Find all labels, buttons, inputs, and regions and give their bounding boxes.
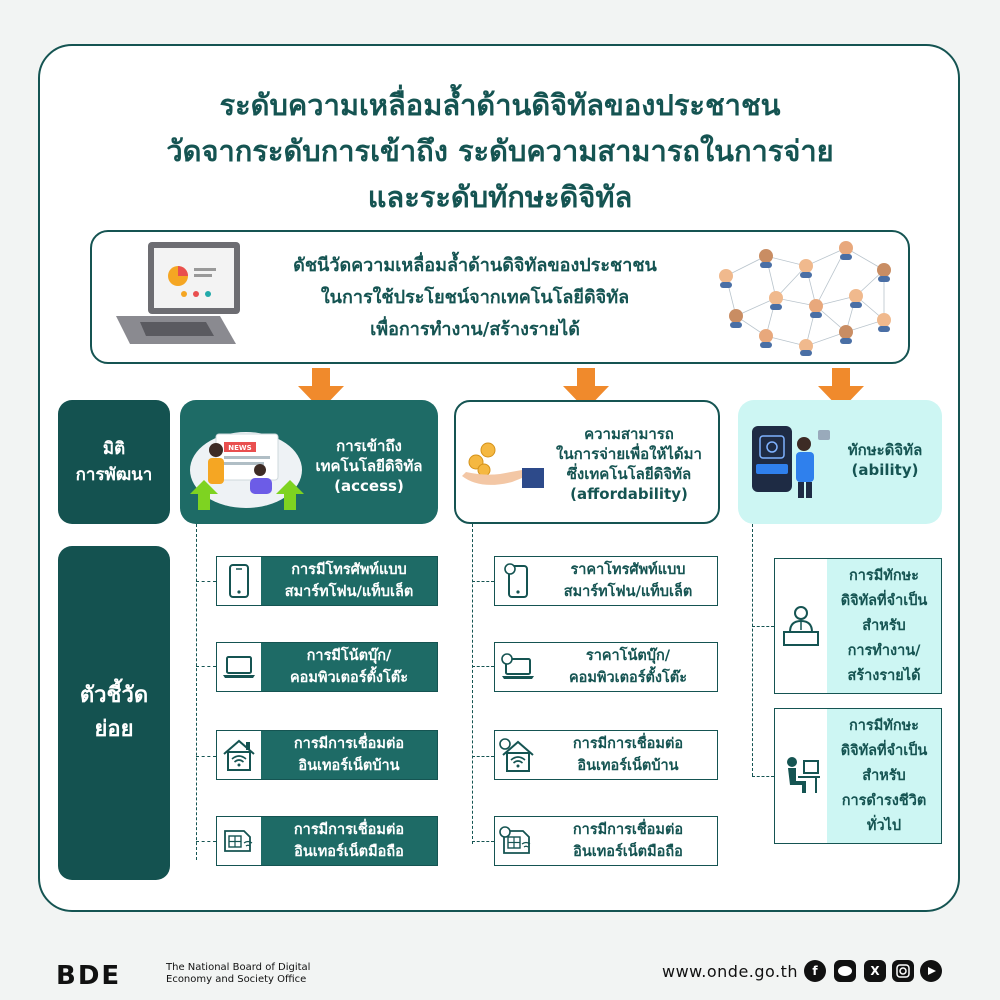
indicator-text — [827, 709, 941, 843]
affordability-title-line-1: ความสามารถ — [584, 425, 674, 443]
access-connector — [196, 524, 197, 860]
home-wifi-icon — [221, 738, 257, 772]
index-line-3: เพื่อการทำงาน/สร้างรายได้ — [370, 319, 580, 340]
worker-desk-icon — [781, 604, 821, 648]
indicator-line: การดำรงชีวิต — [841, 792, 927, 809]
affordability-title-line-4: (affordability) — [570, 485, 688, 503]
ability-title-line-1: ทักษะดิจิทัล — [847, 441, 923, 459]
line-chat-icon — [837, 965, 853, 977]
connector-branch — [472, 841, 494, 842]
indicator-line: การมีการเชื่อมต่อ — [293, 822, 405, 838]
indicator-line: คอมพิวเตอร์ตั้งโต๊ะ — [289, 670, 409, 686]
access-indicator-smartphone — [216, 556, 438, 606]
page-title — [0, 82, 1000, 220]
connector-branch — [196, 756, 216, 757]
dimension-label-line-1: มิติ — [102, 439, 126, 459]
affordability-indicator-smartphone — [494, 556, 718, 606]
indicator-icon-box — [495, 817, 540, 865]
ability-indicator-work — [774, 558, 942, 694]
indicator-line: ราคาโทรศัพท์แบบ — [570, 562, 686, 578]
indicator-icon-box — [495, 643, 540, 691]
dimension-label — [58, 400, 170, 524]
index-line-1: ดัชนีวัดความเหลื่อมล้ำด้านดิจิทัลของประชาชน — [293, 255, 657, 276]
indicator-line: ดิจิทัลที่จำเป็น — [840, 592, 928, 609]
access-title — [306, 436, 432, 496]
indicator-line: อินเทอร์เน็ตมือถือ — [573, 844, 683, 860]
indicator-line: สำหรับ — [862, 617, 906, 634]
indicator-text — [827, 559, 941, 693]
laptop-icon — [222, 655, 256, 679]
access-illustration — [186, 420, 312, 518]
laptop-price-icon — [499, 653, 535, 681]
title-line-1: ระดับความเหลื่อมล้ำด้านดิจิทัลของประชาชน — [219, 88, 781, 122]
indicator-line: สมาร์ทโฟน/แท็บเล็ต — [563, 584, 693, 600]
indicator-icon-box — [217, 817, 262, 865]
title-line-3: และระดับทักษะดิจิทัล — [367, 180, 633, 214]
indicator-icon-box — [495, 731, 540, 779]
ability-connector — [752, 524, 753, 776]
home-wifi-price-icon — [498, 737, 536, 773]
indicator-line: ดิจิทัลที่จำเป็น — [840, 742, 928, 759]
affordability-title — [540, 424, 718, 504]
indicator-line: การทำงาน/ — [847, 642, 921, 659]
affordability-indicator-laptop — [494, 642, 718, 692]
indicator-line: สมาร์ทโฟน/แท็บเล็ต — [284, 584, 414, 600]
indicator-icon-box — [217, 643, 262, 691]
indicator-text — [539, 557, 717, 605]
camera-icon — [896, 964, 910, 978]
indicator-line: การมีโน้ตบุ๊ก/ — [306, 648, 392, 664]
connector-branch — [752, 626, 774, 627]
org-name — [166, 962, 310, 986]
laptop-illustration — [110, 236, 246, 360]
people-network-illustration — [706, 236, 896, 358]
connector-branch — [472, 756, 494, 757]
indicator-line: อินเทอร์เน็ตบ้าน — [298, 758, 400, 774]
affordability-indicator-mobile-internet — [494, 816, 718, 866]
facebook-icon[interactable]: f — [804, 960, 826, 982]
indicator-line: การมีโทรศัพท์แบบ — [291, 562, 407, 578]
news-label: NEWS — [228, 444, 252, 452]
access-indicator-home-internet — [216, 730, 438, 780]
org-line-2: Economy and Society Office — [166, 974, 307, 985]
indicator-label — [58, 546, 170, 880]
website-link[interactable]: www.onde.go.th — [662, 962, 799, 981]
smartphone-icon — [228, 564, 250, 598]
affordability-title-line-2: ในการจ่ายเพื่อให้ได้มา — [556, 445, 702, 463]
indicator-line: คอมพิวเตอร์ตั้งโต๊ะ — [568, 670, 688, 686]
smartphone-price-icon — [503, 563, 531, 599]
indicator-line: สร้างรายได้ — [847, 667, 921, 684]
connector-branch — [752, 776, 774, 777]
access-title-line-3: (access) — [334, 477, 404, 495]
title-line-2: วัดจากระดับการเข้าถึง ระดับความสามารถในการจ่าย — [166, 134, 834, 168]
connector-branch — [196, 666, 216, 667]
access-title-line-1: การเข้าถึง — [336, 437, 402, 455]
index-line-2: ในการใช้ประโยชน์จากเทคโนโลยีดิจิทัล — [320, 287, 630, 308]
connector-branch — [472, 581, 494, 582]
access-indicator-laptop — [216, 642, 438, 692]
indicator-line: การมีทักษะ — [849, 567, 919, 584]
ability-indicator-living — [774, 708, 942, 844]
indicator-text — [261, 731, 437, 779]
affordability-connector — [472, 524, 473, 844]
ability-title-line-2: (ability) — [851, 461, 919, 479]
indicator-icon-box — [775, 559, 828, 693]
indicator-icon-box — [495, 557, 540, 605]
indicator-text — [539, 731, 717, 779]
laptop-icon — [116, 242, 240, 344]
index-description — [250, 250, 700, 346]
person-icons — [719, 241, 891, 356]
affordability-title-line-3: ซึ่งเทคโนโลยีดิจิทัล — [566, 465, 692, 483]
indicator-line: ทั่วไป — [866, 817, 902, 834]
indicator-line: การมีทักษะ — [849, 717, 919, 734]
indicator-line: การมีการเชื่อมต่อ — [572, 822, 684, 838]
indicator-icon-box — [775, 709, 828, 843]
indicator-line: ราคาโน้ตบุ๊ก/ — [585, 648, 671, 664]
ability-title — [830, 440, 940, 480]
access-title-line-2: เทคโนโลยีดิจิทัล — [315, 457, 423, 475]
sim-wifi-icon — [222, 828, 256, 854]
indicator-line: การมีการเชื่อมต่อ — [293, 736, 405, 752]
youtube-icon[interactable] — [920, 960, 942, 982]
connector-branch — [196, 581, 216, 582]
indicator-line: อินเทอร์เน็ตบ้าน — [577, 758, 679, 774]
access-indicator-mobile-internet — [216, 816, 438, 866]
sim-wifi-price-icon — [499, 826, 535, 856]
onde-logo — [56, 962, 160, 992]
indicator-text — [261, 557, 437, 605]
indicator-text — [539, 643, 717, 691]
indicator-text — [539, 817, 717, 865]
play-icon — [925, 965, 937, 977]
indicator-line: การมีการเชื่อมต่อ — [572, 736, 684, 752]
indicator-text — [261, 643, 437, 691]
x-icon[interactable]: X — [864, 960, 886, 982]
dimension-label-line-2: การพัฒนา — [75, 465, 153, 485]
indicator-text — [261, 817, 437, 865]
indicator-icon-box — [217, 731, 262, 779]
line-icon[interactable] — [834, 960, 856, 982]
affordability-indicator-home-internet — [494, 730, 718, 780]
digital-skill-illustration — [746, 420, 836, 502]
bde-logo-icon — [56, 962, 160, 988]
indicator-line: สำหรับ — [862, 767, 906, 784]
org-line-1: The National Board of Digital — [166, 962, 311, 973]
connector-branch — [472, 666, 494, 667]
indicator-label-line-2: ย่อย — [94, 717, 134, 742]
instagram-icon[interactable] — [892, 960, 914, 982]
indicator-line: อินเทอร์เน็ตมือถือ — [294, 844, 404, 860]
logo-text: BDE — [56, 962, 122, 988]
indicator-icon-box — [217, 557, 262, 605]
connector-branch — [196, 841, 216, 842]
hand-coins-icon — [460, 440, 550, 490]
indicator-label-line-1: ตัวชี้วัด — [79, 683, 149, 708]
person-computer-icon — [780, 755, 822, 797]
